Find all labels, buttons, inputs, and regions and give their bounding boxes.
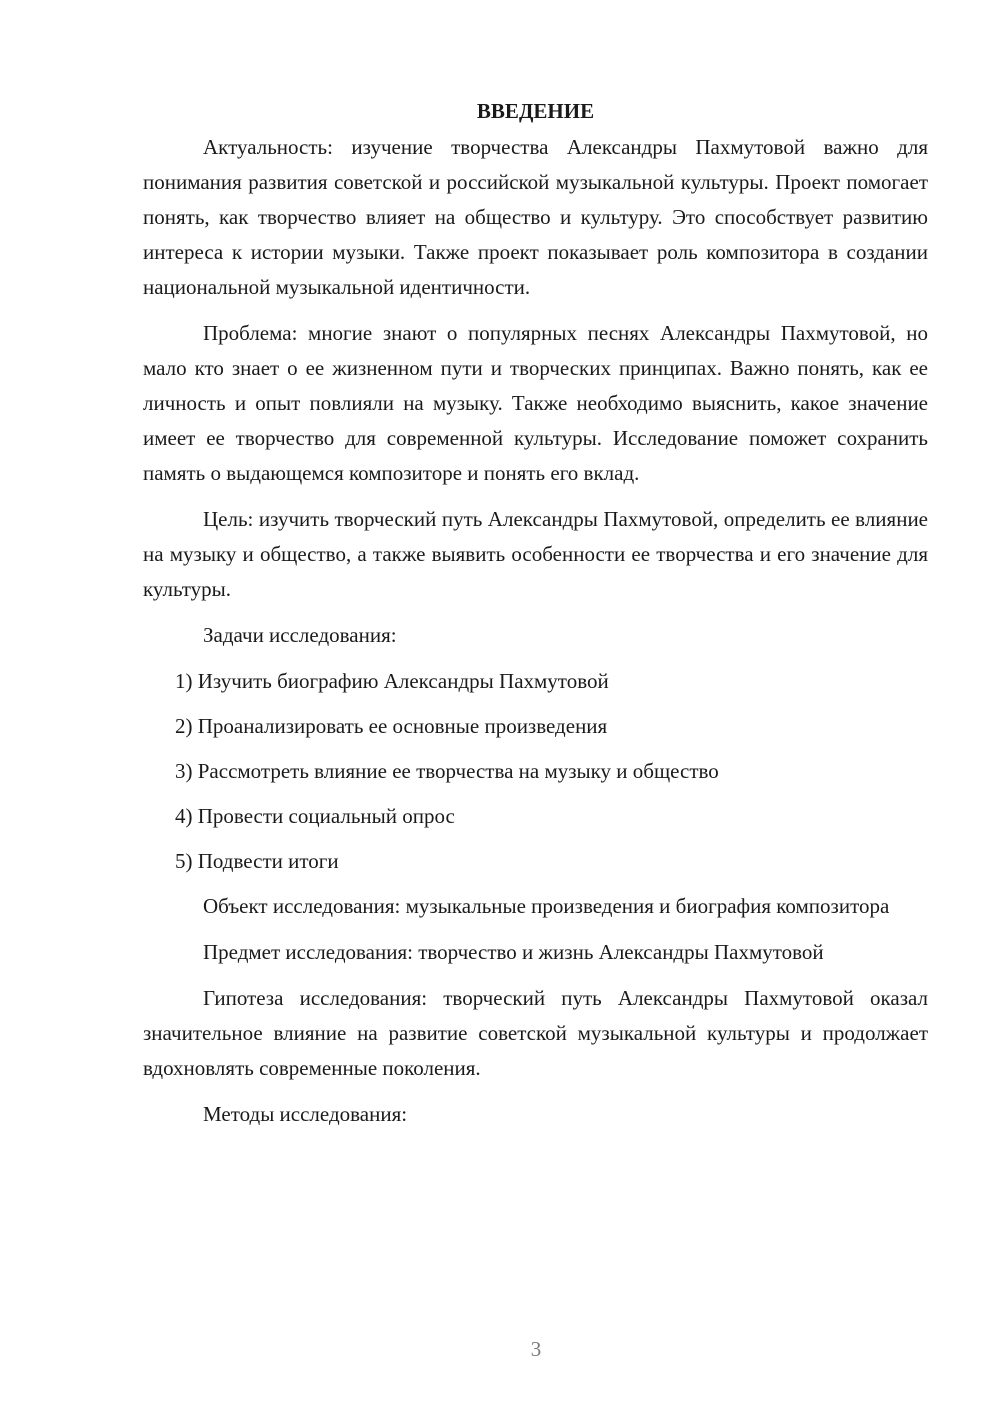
paragraph-relevance: Актуальность: изучение творчества Александры Пахмутовой важно для понимания развития советской и российской музыкальной культуры. Проект помогает понять, как творчество влияет на общество и культуру. Это способствует развитию интереса к истории музыки. Также проект показывает роль композитора в создании национальной музыкальной идентичности. (143, 135, 928, 299)
task-item: 1) Изучить биографию Александры Пахмутовой (175, 669, 609, 693)
paragraph-object: Объект исследования: музыкальные произведения и биография композитора (203, 894, 890, 918)
paragraph-goal: Цель: изучить творческий путь Александры Пахмутовой, определить ее влияние на музыку и общество, а также выявить особенности ее творчества и его значение для культуры. (143, 507, 928, 601)
paragraph-subject: Предмет исследования: творчество и жизнь Александры Пахмутовой (203, 940, 824, 964)
section-title: ВВЕДЕНИЕ (476, 99, 595, 123)
tasks-heading: Задачи исследования: (203, 623, 397, 647)
task-item: 3) Рассмотреть влияние ее творчества на музыку и общество (175, 759, 719, 783)
paragraph-hypothesis: Гипотеза исследования: творческий путь Александры Пахмутовой оказал значительное влияние на развитие советской музыкальной культуры и продолжает вдохновлять современные поколения. (143, 986, 928, 1080)
paragraph-problem: Проблема: многие знают о популярных песнях Александры Пахмутовой, но мало кто знает о ее жизненном пути и творческих принципах. Важно понять, как ее личность и опыт повлияли на музыку. Также необходимо выяснить, какое значение имеет ее творчество для современной культуры. Исследование поможет сохранить память о выдающемся композиторе и понять его вклад. (143, 321, 928, 485)
page-number: 3 (530, 1337, 542, 1361)
methods-heading: Методы исследования: (203, 1102, 408, 1126)
task-item: 4) Провести социальный опрос (175, 804, 455, 828)
task-item: 2) Проанализировать ее основные произведения (175, 714, 608, 738)
task-item: 5) Подвести итоги (175, 849, 339, 873)
page-content (143, 94, 928, 1143)
